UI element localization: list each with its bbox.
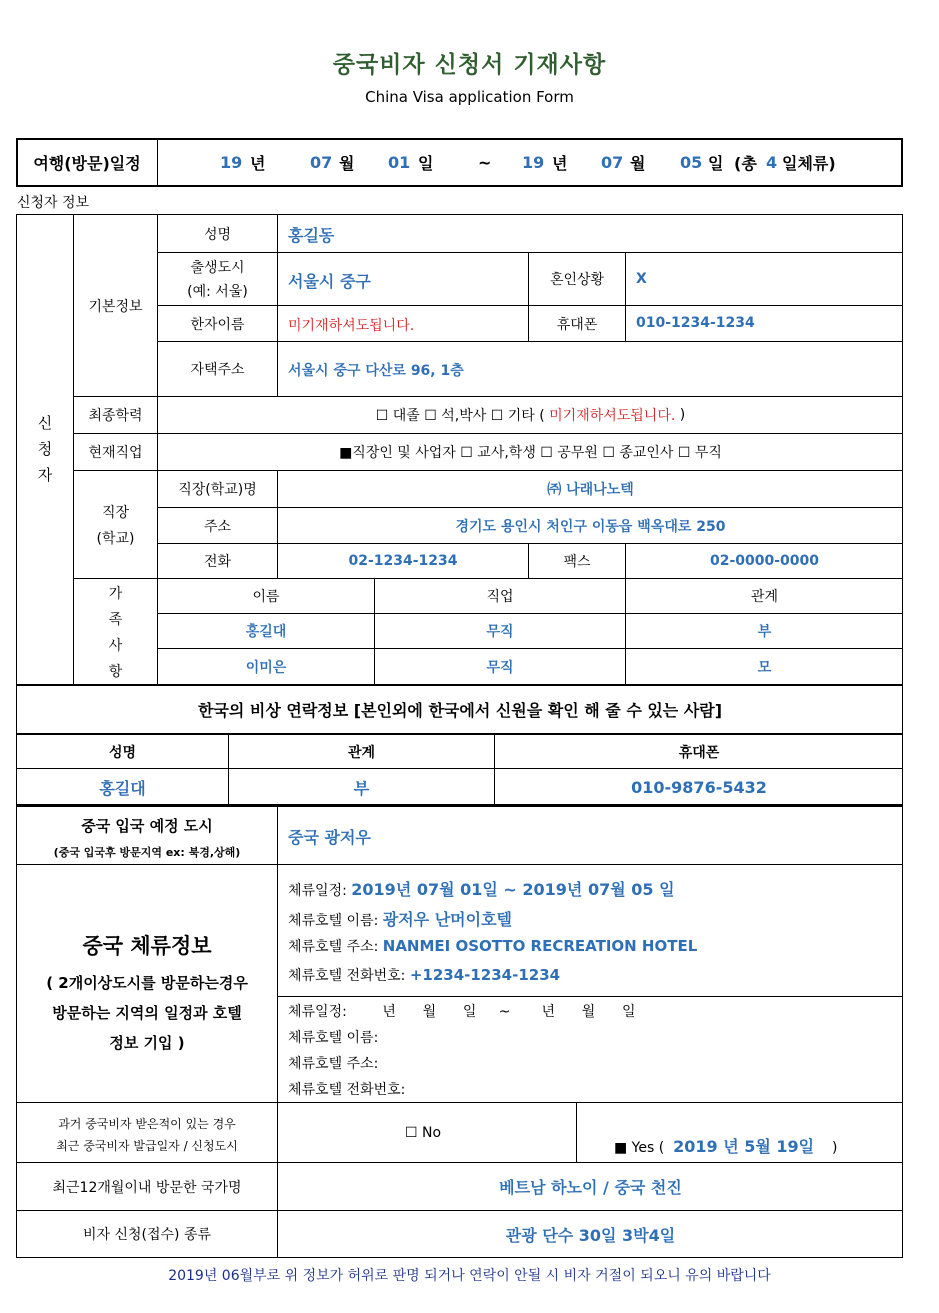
- trip-dates[interactable]: [158, 139, 902, 186]
- basic-info-label: 기본정보: [88, 298, 143, 315]
- work-phone-label: 전화: [203, 554, 232, 570]
- trip-month-unit: 월: [339, 154, 355, 173]
- family-group-label: 가 족 사 항: [108, 586, 123, 680]
- stay-description: ( 2개이상도시를 방문하는경우 방문하는 지역의 일정과 호텔 정보 기입 ): [46, 974, 248, 1052]
- name-value[interactable]: 홍길동: [288, 226, 335, 245]
- hanja-label: 한자이름: [190, 316, 245, 333]
- stay2-hotel[interactable]: 체류호텔 이름:: [288, 1030, 379, 1046]
- birth-city-value[interactable]: 서울시 중구: [288, 272, 371, 291]
- emergency-name[interactable]: 홍길대: [99, 778, 146, 798]
- emergency-relation[interactable]: 부: [353, 778, 370, 798]
- stay-title: 중국 체류정보: [82, 934, 212, 958]
- work-group-label: 직장 (학교): [96, 505, 135, 547]
- work-name-value[interactable]: ㈜ 나래나노텍: [547, 482, 634, 498]
- trip-label: 여행(방문)일정: [33, 154, 141, 173]
- work-address-label: 주소: [203, 518, 232, 535]
- work-phone-value[interactable]: 02-1234-1234: [348, 553, 458, 569]
- stay2-period[interactable]: 체류일정: 년 월 일 ~ 년 월 일: [288, 1004, 636, 1020]
- visa-type-value[interactable]: 관광 단수 30일 3박4일: [505, 1225, 676, 1245]
- address-label: 자택주소: [190, 362, 245, 378]
- emergency-title: 한국의 비상 연락정보 [본인외에 한국에서 신원을 확인 해 줄 수 있는 사람]: [197, 701, 723, 720]
- past-visa-no[interactable]: ☐ No: [405, 1125, 442, 1141]
- occupation-options[interactable]: ■직장인 및 사업자 ☐ 교사,학생 ☐ 공무원 ☐ 종교인사 ☐ 무직: [339, 445, 722, 461]
- stay1-hotel[interactable]: 체류호텔 이름: 광저우 난머이호텔: [288, 910, 512, 929]
- stay2-address[interactable]: 체류호텔 주소:: [288, 1056, 379, 1072]
- phone-label: 휴대폰: [556, 316, 598, 333]
- fax-value[interactable]: 02-0000-0000: [709, 553, 820, 569]
- marital-value[interactable]: X: [636, 271, 647, 287]
- education-note: 미기재하셔도됩니다.: [549, 408, 676, 424]
- trip-stay-prefix: (총: [734, 154, 757, 173]
- trip-stay-suffix: 일체류): [782, 154, 836, 173]
- family-row-1-name[interactable]: 홍길대: [245, 624, 287, 640]
- past-visa-yes[interactable]: ■ Yes ( 2019 년 5월 19일 ): [614, 1137, 838, 1156]
- trip-to-year-unit: 년: [552, 154, 568, 173]
- visited-label: 최근12개월이내 방문한 국가명: [52, 1179, 242, 1196]
- footer-notice: 2019년 06월부로 위 정보가 허위로 판명 되거나 연락이 안될 시 비자 거절이 되오니 유의 바랍니다: [168, 1268, 771, 1284]
- marital-label: 혼인상황: [549, 272, 605, 288]
- education-label: 최종학력: [88, 408, 143, 424]
- past-visa-label: 과거 중국비자 받은적이 있는 경우 최근 중국비자 발급일자 / 신청도시: [56, 1117, 238, 1153]
- trip-year-unit: 년: [250, 154, 266, 173]
- family-header-name: 이름: [252, 589, 280, 605]
- stay2-tel[interactable]: 체류호텔 전화번호:: [288, 1082, 406, 1098]
- page-subtitle: China Visa application Form: [365, 88, 574, 106]
- family-row-2-job[interactable]: 무직: [486, 660, 514, 676]
- trip-to-year: 19: [522, 153, 545, 172]
- page-title: 중국비자 신청서 기재사항: [332, 52, 607, 78]
- emergency-header-name: 성명: [108, 744, 137, 761]
- stay1-address[interactable]: 체류호텔 주소: NANMEI OSOTTO RECREATION HOTEL: [288, 937, 698, 955]
- emergency-header-relation: 관계: [347, 744, 376, 761]
- trip-day-unit: 일: [418, 154, 434, 173]
- entry-city-value[interactable]: 중국 광저우: [288, 828, 371, 847]
- hanja-value[interactable]: 미기재하셔도됩니다.: [288, 318, 415, 334]
- name-label: 성명: [203, 226, 232, 243]
- family-row-1-job[interactable]: 무직: [486, 624, 514, 640]
- trip-from-year: 19: [220, 153, 243, 172]
- trip-from-day: 01: [388, 153, 411, 172]
- past-visa-date: 2019 년 5월 19일: [673, 1137, 815, 1156]
- phone-value[interactable]: 010-1234-1234: [636, 315, 755, 331]
- visa-type-label: 비자 신청(접수) 종류: [82, 1227, 212, 1243]
- family-header-relation: 관계: [750, 589, 779, 605]
- family-header-job: 직업: [486, 589, 514, 605]
- trip-stay-days: 4: [766, 153, 778, 172]
- emergency-phone[interactable]: 010-9876-5432: [631, 777, 767, 797]
- applicant-vertical-label: 신 청 자: [37, 414, 53, 484]
- family-row-1-relation[interactable]: 부: [757, 624, 772, 640]
- stay1-period[interactable]: 체류일정: 2019년 07월 01일 ~ 2019년 07월 05 일: [288, 880, 675, 899]
- family-row-2-relation[interactable]: 모: [757, 660, 772, 676]
- fax-label: 팩스: [563, 554, 591, 570]
- occupation-label: 현재직업: [88, 445, 143, 461]
- trip-tilde: ~: [478, 153, 492, 172]
- visited-value[interactable]: 베트남 하노이 / 중국 천진: [499, 1178, 682, 1197]
- trip-to-month-unit: 월: [630, 154, 646, 173]
- trip-to-day-unit: 일: [708, 154, 724, 173]
- trip-from-month: 07: [310, 153, 333, 172]
- birth-city-label: 출생도시 (예: 서울): [187, 260, 248, 300]
- entry-city-sublabel: (중국 입국후 방문지역 ex: 북경,상해): [53, 846, 241, 859]
- work-address-value[interactable]: 경기도 용인시 처인구 이동읍 백옥대로 250: [455, 518, 726, 535]
- family-row-2-name[interactable]: 이미은: [245, 660, 287, 676]
- education-options[interactable]: ☐ 대졸 ☐ 석,박사 ☐ 기타 ( 미기재하셔도됩니다. ): [375, 407, 686, 424]
- work-name-label: 직장(학교)명: [178, 482, 257, 498]
- applicant-section-label: 신청자 정보: [17, 195, 90, 211]
- stay1-tel[interactable]: 체류호텔 전화번호: +1234-1234-1234: [288, 966, 561, 984]
- trip-to-day: 05: [680, 153, 703, 172]
- entry-city-label: 중국 입국 예정 도시: [81, 817, 213, 835]
- trip-to-month: 07: [601, 153, 624, 172]
- emergency-header-phone: 휴대폰: [678, 744, 720, 761]
- address-value[interactable]: 서울시 중구 다산로 96, 1층: [288, 363, 464, 379]
